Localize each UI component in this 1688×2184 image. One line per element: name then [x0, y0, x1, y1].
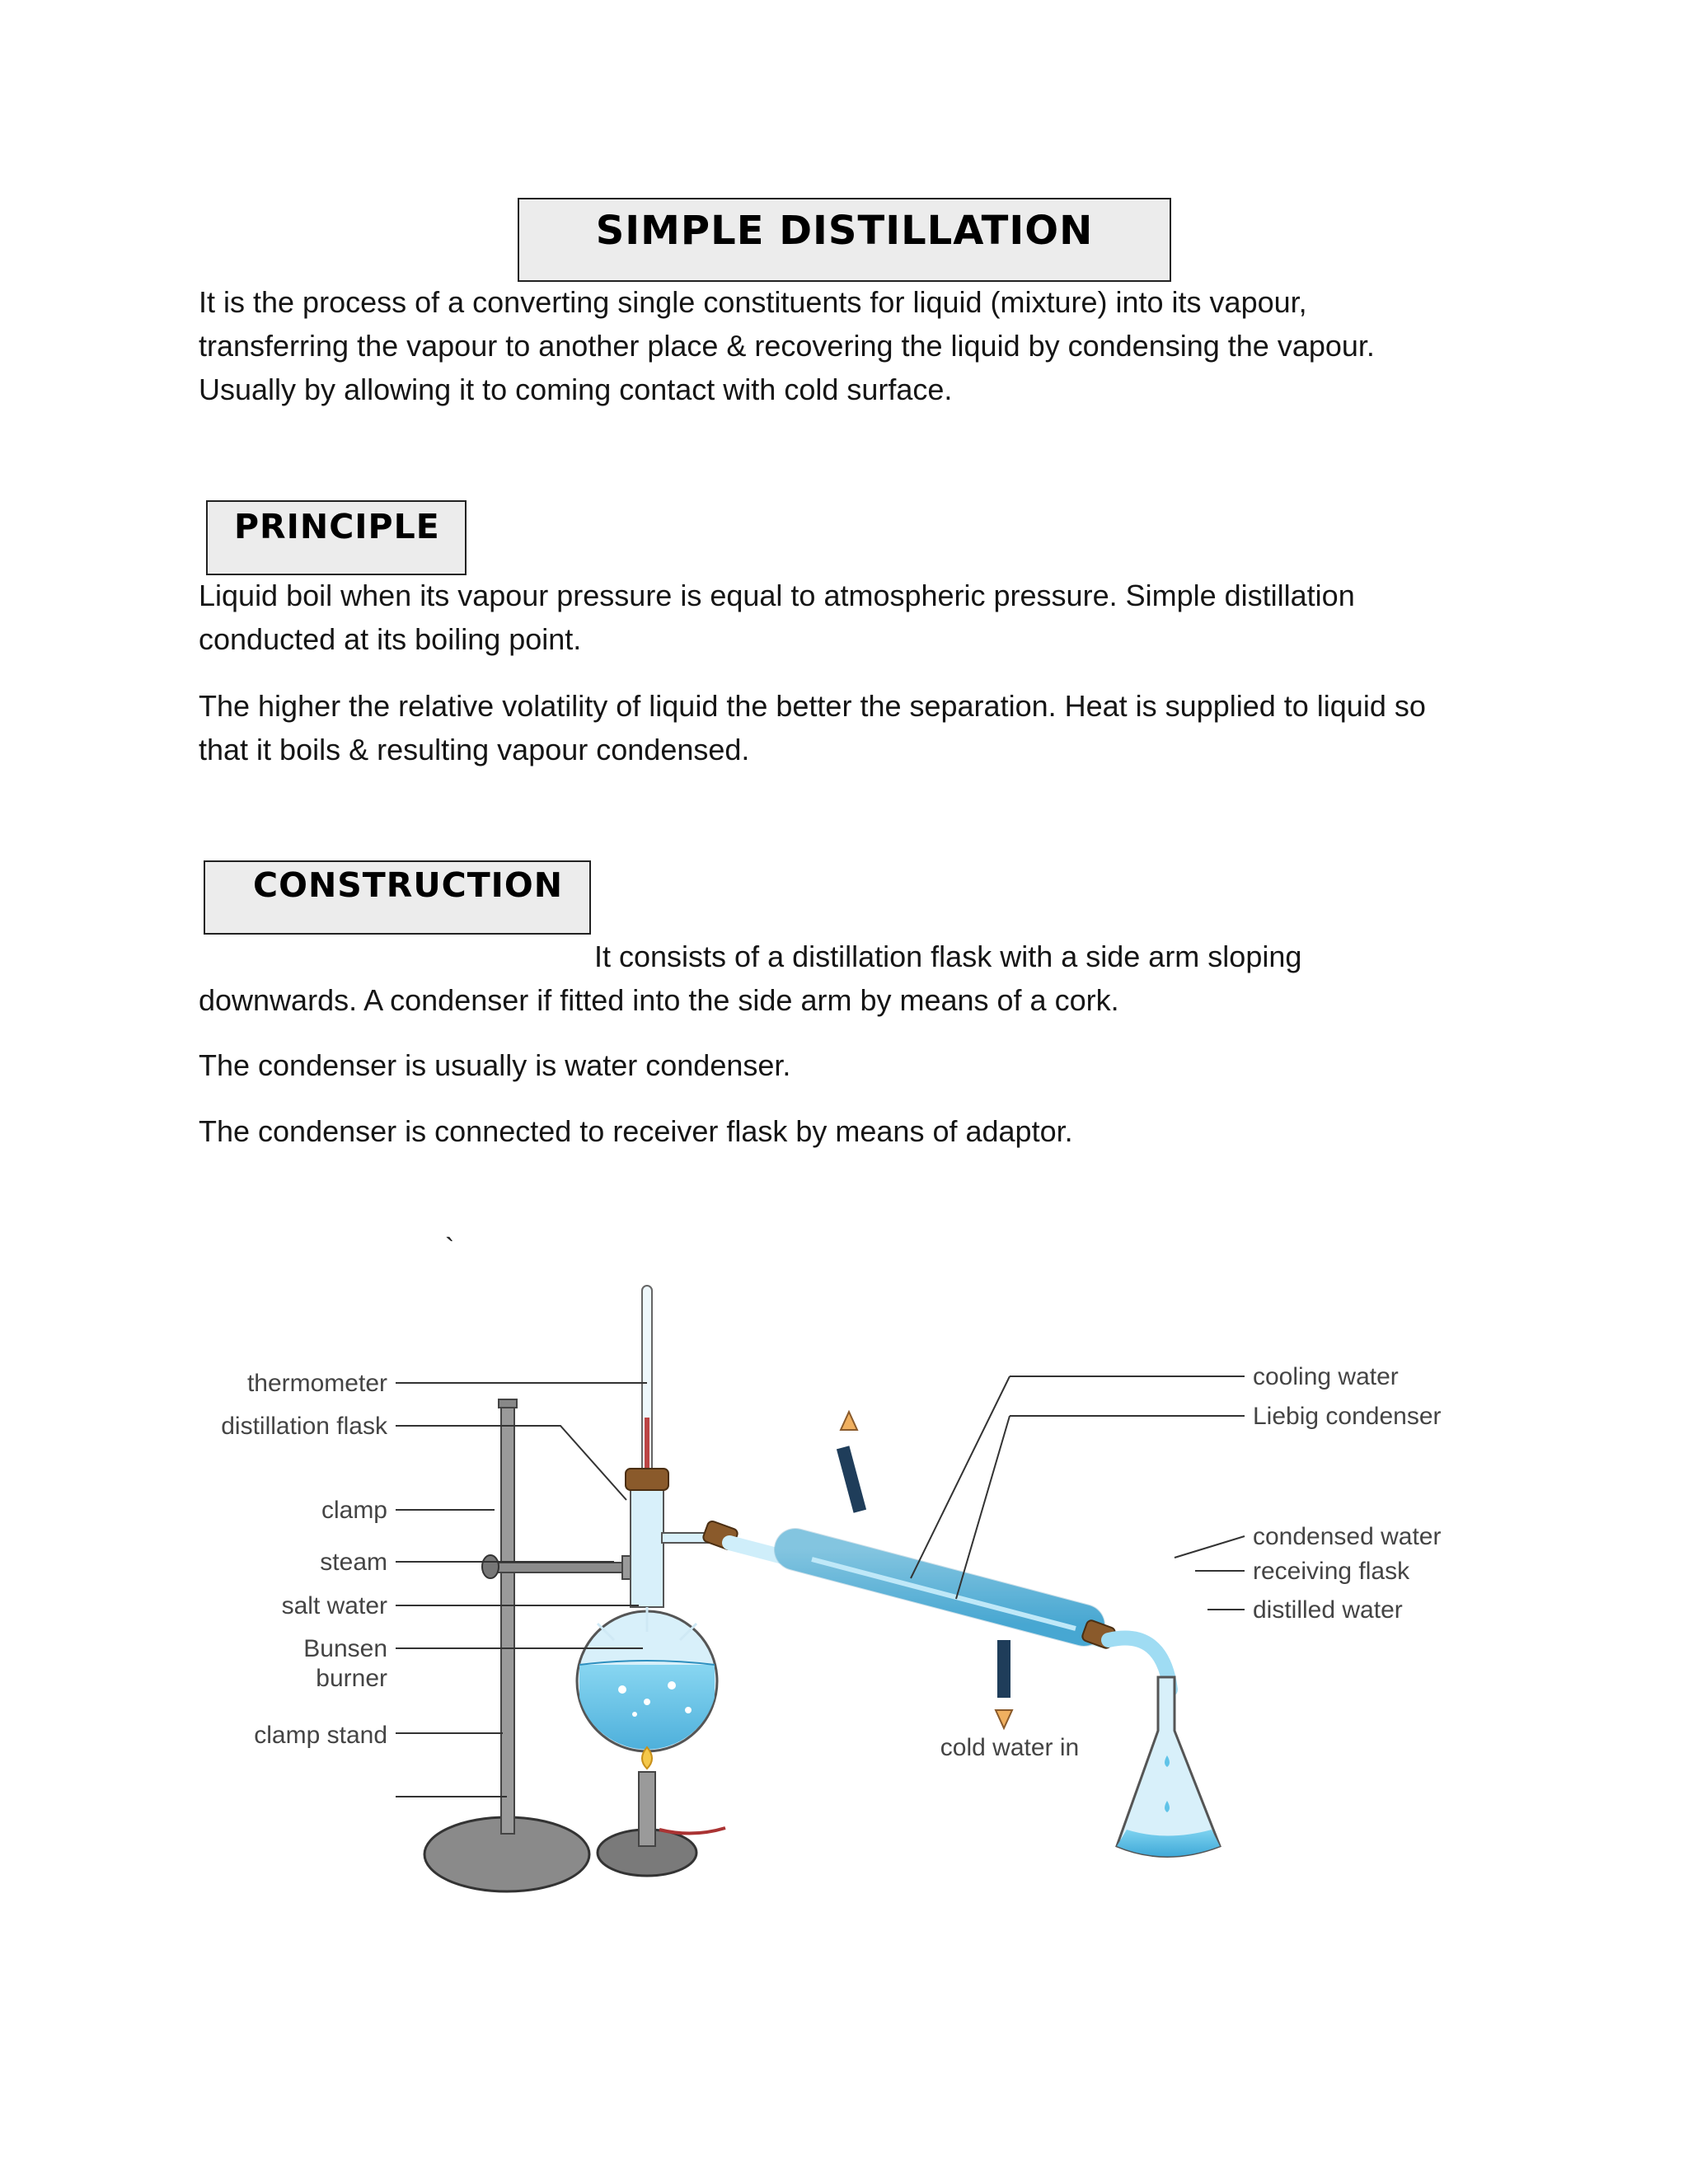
- intro-paragraph: [199, 280, 1517, 411]
- distillation-flask: [577, 1469, 717, 1751]
- receiving-flask: [1081, 1619, 1220, 1857]
- label-bunsen: Bunsen: [303, 1635, 387, 1662]
- text-line: It consists of a distillation flask with a side arm sloping: [594, 940, 1302, 973]
- construction-heading: CONSTRUCTION: [204, 860, 591, 935]
- principle-heading: PRINCIPLE: [206, 500, 467, 575]
- label-clamp: clamp: [321, 1497, 387, 1524]
- text-line: The higher the relative volatility of liquid the better the separation. Heat is supplied to liquid so: [199, 689, 1426, 723]
- intro-line: transferring the vapour to another place & recovering the liquid by condensing the vapour.: [199, 329, 1375, 363]
- label-distillation-flask: distillation flask: [221, 1413, 387, 1440]
- text-line: downwards. A condenser if fitted into the side arm by means of a cork.: [199, 983, 1119, 1017]
- stray-mark: `: [445, 1233, 455, 1264]
- principle-paragraph-1: [199, 574, 1517, 661]
- intro-line: Usually by allowing it to coming contact with cold surface.: [199, 373, 953, 406]
- construction-paragraph-1: [199, 935, 1517, 1022]
- bunsen-burner: [598, 1747, 725, 1876]
- construction-paragraph-3: The condenser is connected to receiver flask by means of adaptor.: [199, 1114, 1073, 1148]
- label-cold-water-in: cold water in: [940, 1734, 1080, 1761]
- text-line: that it boils & resulting vapour condensed.: [199, 733, 750, 766]
- label-steam: steam: [320, 1549, 387, 1576]
- leader-lines: [396, 1376, 1245, 1797]
- label-distilled-water: distilled water: [1253, 1596, 1403, 1624]
- page-title: SIMPLE DISTILLATION: [518, 198, 1171, 282]
- distillation-apparatus-diagram: [185, 1253, 1504, 1929]
- intro-line: It is the process of a converting single constituents for liquid (mixture) into its vapour,: [199, 285, 1307, 319]
- construction-paragraph-2: The condenser is usually is water condenser.: [199, 1048, 791, 1082]
- principle-paragraph-2: [199, 684, 1517, 771]
- label-clamp-stand: clamp stand: [254, 1722, 387, 1749]
- label-receiving-flask: receiving flask: [1253, 1558, 1410, 1585]
- label-condensed-water: condensed water: [1253, 1523, 1442, 1550]
- label-cooling-water: cooling water: [1253, 1363, 1399, 1390]
- label-salt-water: salt water: [281, 1592, 387, 1619]
- label-liebig-condenser: Liebig condenser: [1253, 1403, 1442, 1430]
- text-line: Liquid boil when its vapour pressure is equal to atmospheric pressure. Simple distillation: [199, 579, 1355, 612]
- text-line: conducted at its boiling point.: [199, 622, 582, 656]
- label-burner: burner: [316, 1665, 387, 1692]
- label-thermometer: thermometer: [246, 1370, 387, 1397]
- clamp-stand: [424, 1399, 589, 1891]
